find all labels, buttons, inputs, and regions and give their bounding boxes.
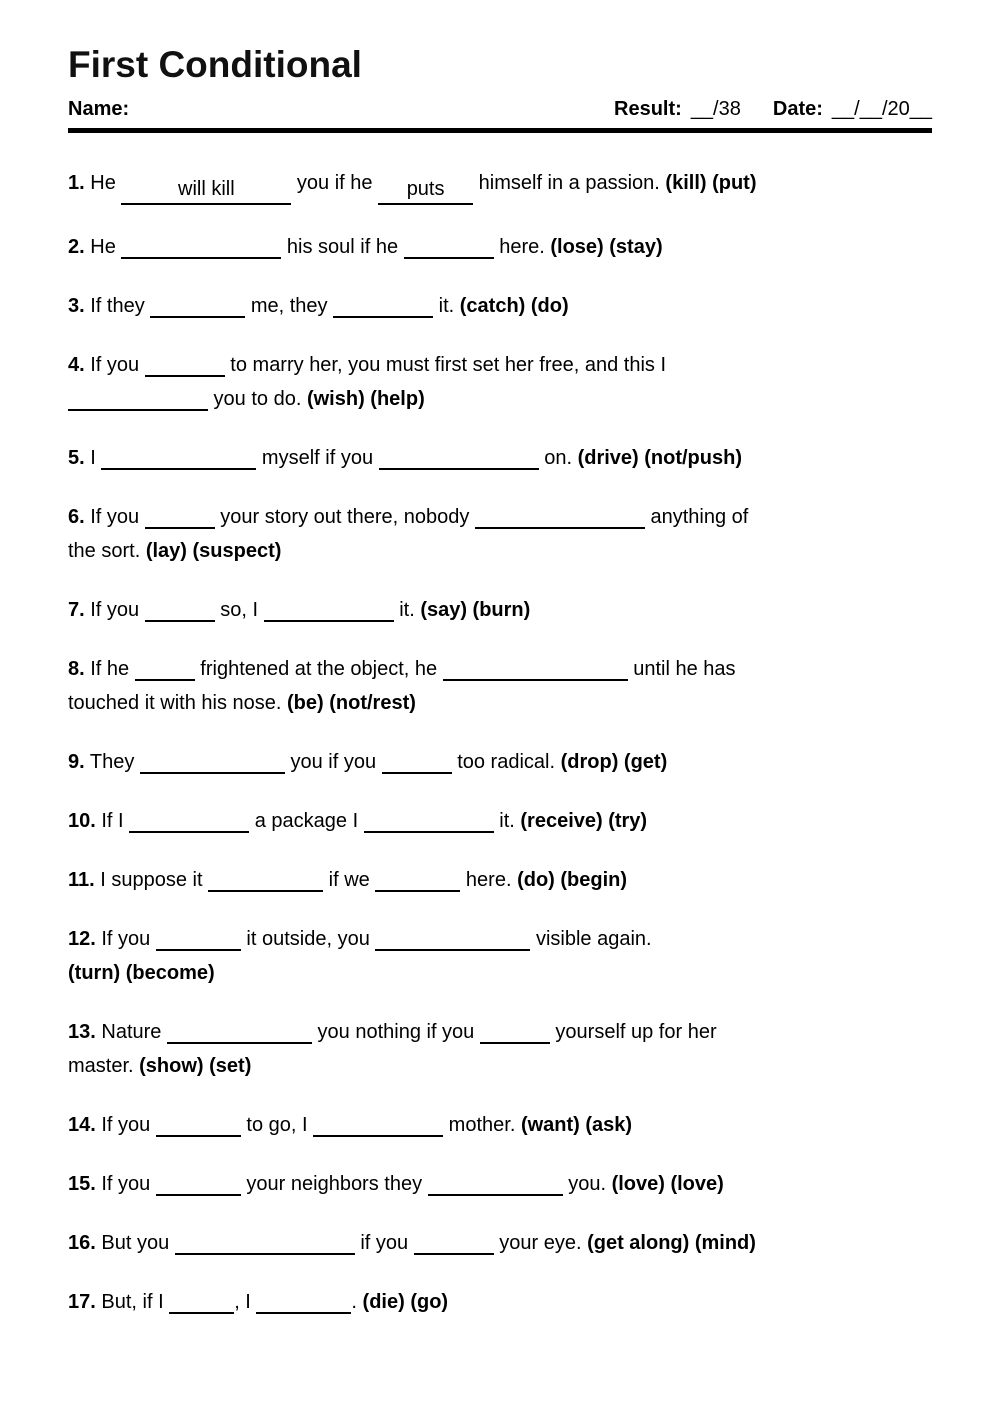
- question-text: you if you: [284, 751, 382, 773]
- answer-blank: [313, 1109, 443, 1137]
- question-text: it.: [393, 599, 421, 621]
- question-number: 3.: [68, 295, 85, 317]
- question-text: to marry her, you must first set her free, and this I: [224, 354, 667, 376]
- answer-blank: [256, 1286, 351, 1314]
- question-text: if we: [323, 869, 376, 891]
- question-number: 11.: [68, 869, 95, 891]
- question-text: on.: [538, 447, 578, 469]
- meta-row: [68, 96, 932, 122]
- answer-blank: [443, 653, 628, 681]
- question-number: 9.: [68, 751, 85, 773]
- question-text: But, if I: [101, 1291, 170, 1313]
- answer-blank: [145, 501, 215, 529]
- question-text: He: [90, 236, 122, 258]
- question-text: your neighbors they: [240, 1173, 428, 1195]
- question-text: your eye.: [493, 1232, 588, 1254]
- question-text: If they: [90, 295, 151, 317]
- answer-blank: [156, 1109, 241, 1137]
- question-text: you if he: [291, 172, 379, 194]
- question-text: yourself up for her: [549, 1021, 717, 1043]
- question-number: 2.: [68, 236, 85, 258]
- question-text: .: [351, 1291, 363, 1313]
- verb-hint: (turn) (become): [68, 962, 215, 984]
- question: [68, 804, 932, 838]
- answer-blank: [150, 290, 245, 318]
- verb-hint: (want) (ask): [520, 1114, 633, 1136]
- question: [68, 922, 932, 990]
- answer-blank: [333, 290, 433, 318]
- answer-blank: [264, 594, 394, 622]
- question-number: 15.: [68, 1173, 96, 1195]
- result-label: Result:: [614, 98, 682, 120]
- question: [68, 1285, 932, 1319]
- question-number: 14.: [68, 1114, 96, 1136]
- answer-blank: [167, 1016, 312, 1044]
- result-value: __/38: [690, 98, 741, 120]
- verb-hint: (catch) (do): [459, 295, 569, 317]
- question: [68, 863, 932, 897]
- question-number: 6.: [68, 506, 85, 528]
- verb-hint: (do) (begin): [517, 869, 628, 891]
- question-text: you to do.: [208, 388, 307, 410]
- question-number: 5.: [68, 447, 85, 469]
- answer-blank: [156, 1168, 241, 1196]
- verb-hint: (love) (love): [611, 1173, 724, 1195]
- verb-hint: (say) (burn): [420, 599, 531, 621]
- verb-hint: (lose) (stay): [550, 236, 663, 258]
- question: [68, 289, 932, 323]
- answer-blank: [379, 442, 539, 470]
- question: [68, 230, 932, 264]
- answer-blank: [428, 1168, 563, 1196]
- question-text: if you: [354, 1232, 414, 1254]
- verb-hint: (drop) (get): [560, 751, 668, 773]
- answer-blank: [101, 442, 256, 470]
- question: [68, 652, 932, 720]
- name-label: Name:: [68, 98, 130, 120]
- question-text: If you: [90, 506, 145, 528]
- date-value: __/__/20__: [831, 98, 932, 120]
- questions-list: [68, 133, 932, 1319]
- question-text: frightened at the object, he: [194, 658, 443, 680]
- answer-blank: [480, 1016, 550, 1044]
- answer-blank: [382, 746, 452, 774]
- answer-blank: [208, 864, 323, 892]
- question: [68, 441, 932, 475]
- question: [68, 1167, 932, 1201]
- question-text: master.: [68, 1055, 140, 1077]
- answer-blank: [140, 746, 285, 774]
- question-text: too radical.: [451, 751, 561, 773]
- answer-blank: [145, 594, 215, 622]
- question-number: 4.: [68, 354, 85, 376]
- question-text: his soul if he: [281, 236, 404, 258]
- verb-hint: (kill) (put): [665, 172, 757, 194]
- answer-blank: [375, 923, 530, 951]
- question-text: it.: [433, 295, 460, 317]
- question-text: , I: [234, 1291, 257, 1313]
- question: [68, 1226, 932, 1260]
- question-text: so, I: [214, 599, 264, 621]
- question-text: If you: [90, 354, 145, 376]
- question-text: a package I: [249, 810, 364, 832]
- question-text: it outside, you: [240, 928, 376, 950]
- question-text: But you: [101, 1232, 175, 1254]
- question-text: If he: [90, 658, 135, 680]
- question-text: Nature: [101, 1021, 167, 1043]
- question-text: here.: [493, 236, 551, 258]
- question: [68, 348, 932, 416]
- question-text: to go, I: [240, 1114, 314, 1136]
- question-text: mother.: [443, 1114, 521, 1136]
- question-text: He: [90, 172, 122, 194]
- question-text: I: [90, 447, 102, 469]
- question: [68, 1108, 932, 1142]
- question-text: your story out there, nobody: [214, 506, 475, 528]
- verb-hint: (wish) (help): [306, 388, 425, 410]
- question-text: If you: [101, 928, 156, 950]
- answer-blank: [364, 805, 494, 833]
- answer-blank: [175, 1227, 355, 1255]
- question-number: 13.: [68, 1021, 96, 1043]
- question-number: 17.: [68, 1291, 96, 1313]
- answer-blank: [414, 1227, 494, 1255]
- question-text: you.: [562, 1173, 612, 1195]
- question-text: himself in a passion.: [473, 172, 666, 194]
- verb-hint: (drive) (not/push): [577, 447, 742, 469]
- question-text: it.: [493, 810, 521, 832]
- question: [68, 500, 932, 568]
- page-title: First Conditional: [68, 44, 362, 85]
- question-text: myself if you: [256, 447, 379, 469]
- question: [68, 1015, 932, 1083]
- question-text: touched it with his nose.: [68, 692, 288, 714]
- answer-blank: [129, 805, 249, 833]
- question: [68, 166, 932, 205]
- question-text: If you: [90, 599, 145, 621]
- question-text: If you: [101, 1173, 156, 1195]
- question-number: 8.: [68, 658, 85, 680]
- answer-blank: [475, 501, 645, 529]
- verb-hint: (show) (set): [139, 1055, 252, 1077]
- answer-blank: [135, 653, 195, 681]
- question-text: until he has: [627, 658, 736, 680]
- question-text: anything of: [644, 506, 749, 528]
- answer-blank: [404, 231, 494, 259]
- question-text: I suppose it: [100, 869, 209, 891]
- answer-blank-filled: puts: [378, 177, 473, 205]
- question: [68, 593, 932, 627]
- question-text: you nothing if you: [311, 1021, 480, 1043]
- question: [68, 745, 932, 779]
- question-number: 1.: [68, 172, 85, 194]
- question-text: me, they: [245, 295, 334, 317]
- answer-blank: [68, 383, 208, 411]
- question-text: the sort.: [68, 540, 146, 562]
- verb-hint: (get along) (mind): [587, 1232, 756, 1254]
- question-text: here.: [460, 869, 518, 891]
- question-text: If you: [101, 1114, 156, 1136]
- answer-blank: [375, 864, 460, 892]
- question-number: 16.: [68, 1232, 96, 1254]
- verb-hint: (die) (go): [362, 1291, 449, 1313]
- question-text: If I: [101, 810, 130, 832]
- answer-blank: [121, 231, 281, 259]
- answer-blank: [169, 1286, 234, 1314]
- question-text: visible again.: [530, 928, 652, 950]
- question-text: They: [89, 751, 140, 773]
- answer-blank-filled: will kill: [121, 177, 291, 205]
- date-label: Date:: [772, 98, 823, 120]
- question-number: 7.: [68, 599, 85, 621]
- verb-hint: (lay) (suspect): [145, 540, 282, 562]
- verb-hint: (receive) (try): [520, 810, 648, 832]
- verb-hint: (be) (not/rest): [287, 692, 416, 714]
- answer-blank: [145, 349, 225, 377]
- answer-blank: [156, 923, 241, 951]
- question-number: 12.: [68, 928, 96, 950]
- question-number: 10.: [68, 810, 96, 832]
